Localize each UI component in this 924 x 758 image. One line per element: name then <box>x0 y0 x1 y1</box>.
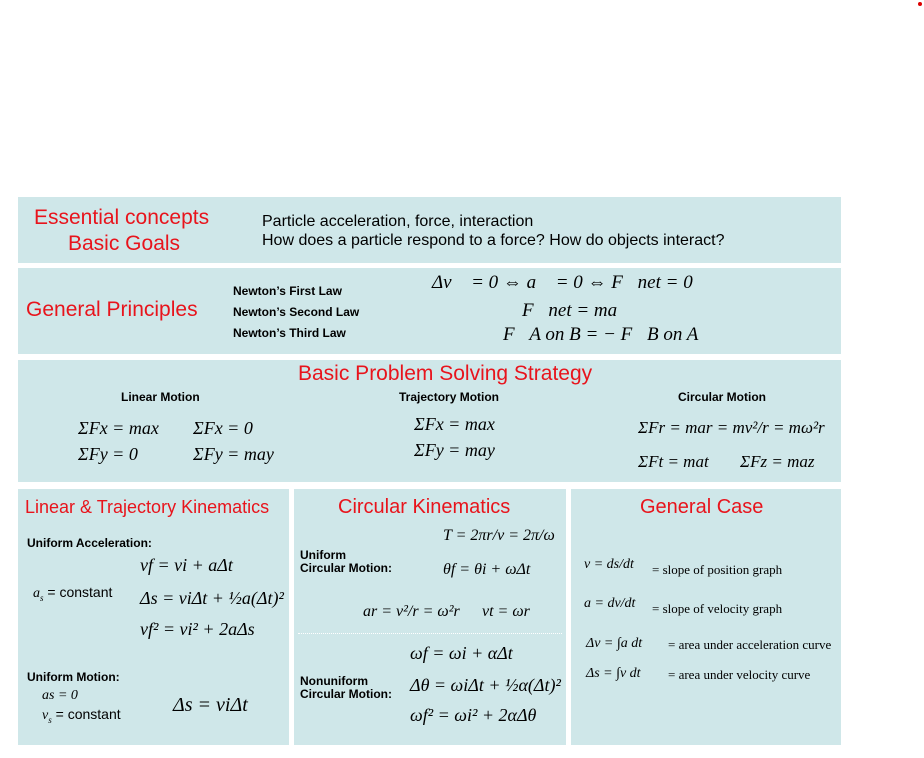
ds-integral: Δs = ∫v dt <box>586 666 641 681</box>
law1-label: Newton’s First Law <box>233 284 342 298</box>
first-law-equation: Δv⃗ = 0 ⇔ a⃗ = 0 ⇔ F⃗net = 0 <box>432 272 693 293</box>
essentials-goals: How does a particle respond to a force? How do objects interact? <box>262 232 725 249</box>
circular-divider <box>298 633 562 634</box>
uniform-motion-label: Uniform Motion: <box>27 670 120 684</box>
second-law-equation: F⃗net = ma⃗ <box>522 300 632 321</box>
omega2-equation: ωf² = ωi² + 2αΔθ <box>410 705 537 725</box>
linear-motion-label: Linear Motion <box>121 390 200 404</box>
circular-eq-fz: ΣFz = maz <box>740 452 815 471</box>
acc-eq-vf2: vf² = vi² + 2aΔs <box>140 619 255 639</box>
ds-area-text: = area under velocity curve <box>668 667 811 682</box>
as-zero-label: as = 0 <box>42 688 78 703</box>
v-derivative: v = ds/dt <box>584 557 634 572</box>
acc-eq-vf: vf = vi + aΔt <box>140 555 233 575</box>
trajectory-eq-fx: ΣFx = max <box>414 414 495 434</box>
essentials-title-line1: Essential concepts <box>34 206 210 229</box>
general-panel <box>571 489 841 745</box>
linear-alt-eq-fy: ΣFy = may <box>193 444 274 464</box>
nonuniform-label1: Nonuniform <box>300 674 368 688</box>
uniform-circular-label1: Uniform <box>300 548 346 562</box>
law3-label: Newton’s Third Law <box>233 326 346 340</box>
law2-label: Newton’s Second Law <box>233 305 360 319</box>
circular-eq-fr: ΣFr = mar = mv²/r = mω²r <box>638 418 825 437</box>
motion-eq-ds: Δs = viΔt <box>173 694 248 716</box>
dv-integral: Δv = ∫a dt <box>586 636 643 651</box>
uniform-acceleration-label: Uniform Acceleration: <box>27 536 152 550</box>
circular-title: Circular Kinematics <box>338 496 511 518</box>
dtheta-equation: Δθ = ωiΔt + ½α(Δt)² <box>410 675 561 695</box>
as-constant-label: $a_s$ = constant <box>33 584 113 603</box>
essentials-concepts: Particle acceleration, force, interaction <box>262 213 534 230</box>
v-slope-text: = slope of position graph <box>652 562 783 577</box>
third-law-equation: F⃗A on B = − F⃗B on A <box>503 324 699 345</box>
trajectory-motion-label: Trajectory Motion <box>399 390 500 404</box>
linear-alt-eq-fx: ΣFx = 0 <box>193 418 253 438</box>
red-dot-mark <box>918 2 922 6</box>
strategy-title: Basic Problem Solving Strategy <box>298 362 593 385</box>
a-derivative: a = dv/dt <box>584 596 636 611</box>
vt-equation: vt = ωr <box>482 603 530 620</box>
circular-eq-ft: ΣFt = mat <box>638 452 709 471</box>
theta-equation: θf = θi + ωΔt <box>443 561 531 578</box>
vs-constant-label: $v_s$ = constant <box>42 706 121 725</box>
uniform-circular-label2: Circular Motion: <box>300 561 392 575</box>
trajectory-eq-fy: ΣFy = may <box>414 440 495 460</box>
linear-eq-fy: ΣFy = 0 <box>78 444 138 464</box>
nonuniform-label2: Circular Motion: <box>300 687 392 701</box>
principles-title: General Principles <box>26 298 198 321</box>
acc-eq-ds: Δs = viΔt + ½a(Δt)² <box>140 588 284 608</box>
period-equation: T = 2πr/v = 2π/ω <box>443 527 555 544</box>
omega-equation: ωf = ωi + αΔt <box>410 643 513 663</box>
general-title: General Case <box>640 496 764 518</box>
a-slope-text: = slope of velocity graph <box>652 601 783 616</box>
linear-eq-fx: ΣFx = max <box>78 418 159 438</box>
kinematics-title: Linear & Trajectory Kinematics <box>25 497 270 517</box>
dv-area-text: = area under acceleration curve <box>668 637 832 652</box>
essentials-title-line2: Basic Goals <box>68 232 181 255</box>
circular-motion-label: Circular Motion <box>678 390 767 404</box>
ar-equation: ar = v²/r = ω²r <box>363 603 460 620</box>
